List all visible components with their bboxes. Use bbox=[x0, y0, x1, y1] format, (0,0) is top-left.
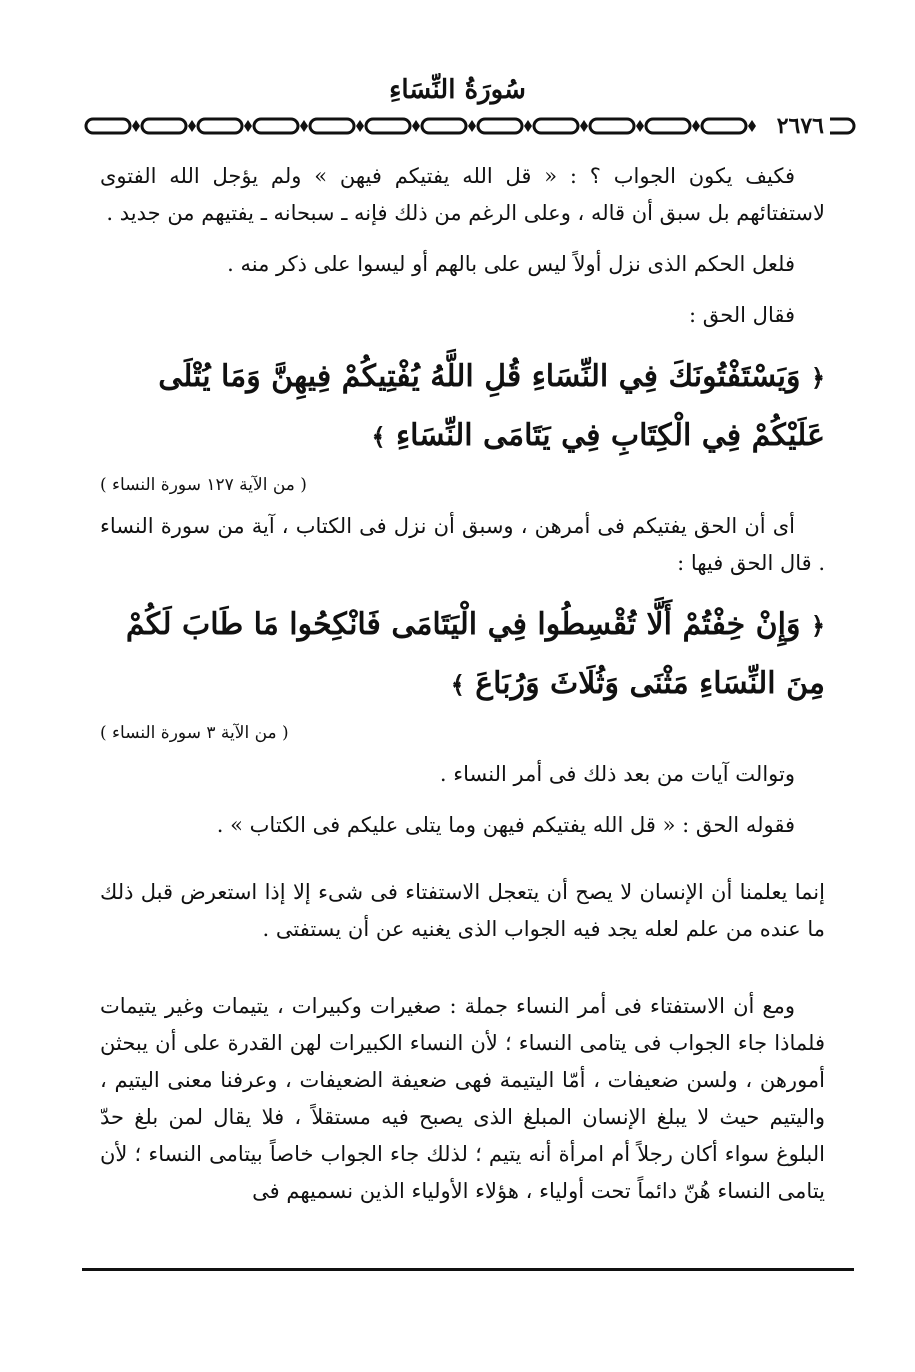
chain-diamond bbox=[188, 120, 196, 132]
page-body bbox=[100, 158, 825, 1224]
chain-diamond bbox=[300, 120, 308, 132]
chain-link bbox=[310, 119, 354, 133]
verse-close-bracket-icon: ﴾ bbox=[450, 670, 465, 699]
verse-citation: ( من الآية ٣ سورة النساء ) bbox=[100, 723, 289, 743]
verse-text: وَإِنْ خِفْتُمْ أَلَّا تُقْسِطُوا فِي الْيَتَامَى فَانْكِحُوا مَا طَابَ لَكُمْ مِنَ النِّسَاءِ مَثْنَى وَثُلَاثَ وَرُبَاعَ bbox=[125, 607, 825, 701]
chain-link bbox=[254, 119, 298, 133]
chain-link bbox=[646, 119, 690, 133]
chain-diamond bbox=[412, 120, 420, 132]
chain-link bbox=[534, 119, 578, 133]
chain-diamond bbox=[636, 120, 644, 132]
paragraph: ومع أن الاستفتاء فى أمر النساء جملة : صغيرات وكبيرات ، يتيمات وغير يتيمات فلماذا جاء الجواب فى يتامى النساء ؛ لأن النساء الكبيرات لهن القدرة على أن يبحثن أمورهن ، ولسن ضعيفات ، أمّا اليتيمة فهى ضعيفة الضعيفات ، وعرفنا معنى اليتيم ، واليتيم حيث لا يبلغ الإنسان المبلغ الذى يصبح فيه مستقلاً ، فلا يقال لمن بلغ حدّ البلوغ سواء أكان رجلاً أم امرأة أنه يتيم ؛ لذلك جاء الجواب خاصاً بيتامى النساء ؛ لأن يتامى النساء هُنّ دائماً تحت أولياء ، هؤلاء الأولياء الذين نسميهم فى bbox=[100, 994, 825, 1203]
chain-diamond bbox=[132, 120, 140, 132]
paragraph: فكيف يكون الجواب ؟ : « قل الله يفتيكم فيهن » ولم يؤجل الله الفتوى لاستفتائهم بل سبق أن قاله ، وعلى الرغم من ذلك فإنه ـ سبحانه ـ يفتيهم من جديد . bbox=[100, 164, 825, 225]
decorative-header-band bbox=[82, 112, 860, 140]
quran-verse bbox=[100, 348, 825, 466]
paragraph: إنما يعلمنا أن الإنسان لا يصح أن يتعجل الاستفتاء فى شىء إلا إذا استعرض قبل ذلك ما عنده من علم لعله يجد فيه الجواب الذى يغنيه عن أن يستفتى . bbox=[100, 880, 825, 941]
bottom-rule bbox=[82, 1268, 854, 1271]
page-number: ٢٦٧٦ bbox=[771, 112, 830, 140]
paragraph: فقوله الحق : « قل الله يفتيكم فيهن وما يتلى عليكم فى الكتاب » . bbox=[216, 813, 795, 837]
chain-link bbox=[478, 119, 522, 133]
chain-diamond bbox=[468, 120, 476, 132]
chain-link bbox=[366, 119, 410, 133]
chain-link bbox=[198, 119, 242, 133]
verse-citation: ( من الآية ١٢٧ سورة النساء ) bbox=[100, 475, 307, 495]
quran-verse bbox=[100, 596, 825, 714]
paragraph: فلعل الحكم الذى نزل أولاً ليس على بالهم أو ليسوا على ذكر منه . bbox=[227, 252, 795, 276]
paragraph: فقال الحق : bbox=[688, 303, 795, 327]
chain-diamond bbox=[748, 120, 756, 132]
surah-title: سُورَةُ النِّسَاءِ bbox=[389, 75, 526, 105]
paragraph: وتوالت آيات من بعد ذلك فى أمر النساء . bbox=[439, 762, 795, 786]
chain-diamond bbox=[356, 120, 364, 132]
verse-close-bracket-icon: ﴾ bbox=[371, 422, 386, 451]
chain-link bbox=[142, 119, 186, 133]
chain-diamond bbox=[244, 120, 252, 132]
chain-link bbox=[590, 119, 634, 133]
chain-diamond bbox=[580, 120, 588, 132]
chain-link bbox=[86, 119, 130, 133]
paragraph: أى أن الحق يفتيكم فى أمرهن ، وسبق أن نزل فى الكتاب ، آية من سورة النساء . قال الحق فيها : bbox=[100, 514, 825, 575]
verse-open-bracket-icon: ﴿ bbox=[810, 611, 825, 640]
verse-text: وَيَسْتَفْتُونَكَ فِي النِّسَاءِ قُلِ اللَّهُ يُفْتِيكُمْ فِيهِنَّ وَمَا يُتْلَى عَلَيْكُمْ فِي الْكِتَابِ فِي يَتَامَى النِّسَاءِ bbox=[158, 359, 825, 453]
ornament-chain bbox=[82, 112, 860, 140]
verse-open-bracket-icon: ﴿ bbox=[810, 363, 825, 392]
chain-link bbox=[702, 119, 746, 133]
chain-link bbox=[422, 119, 466, 133]
chain-diamond bbox=[524, 120, 532, 132]
chain-diamond bbox=[692, 120, 700, 132]
